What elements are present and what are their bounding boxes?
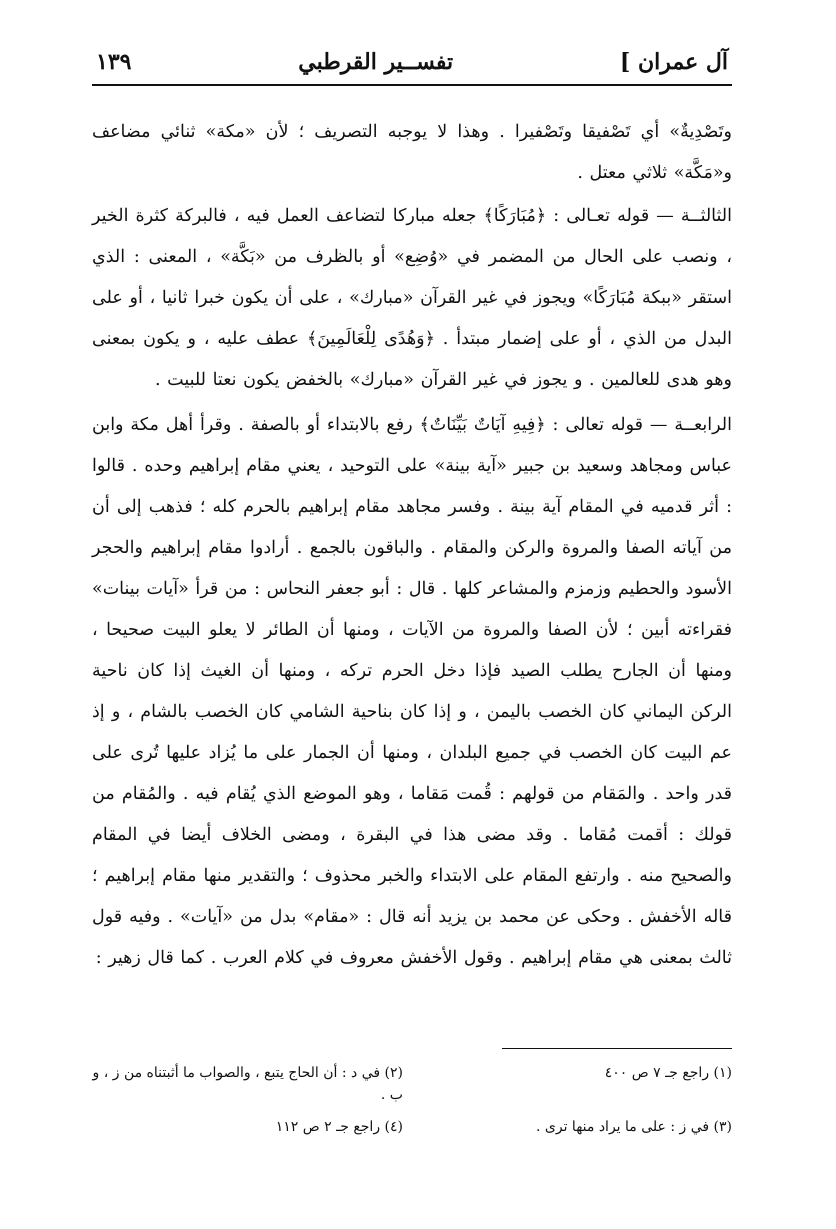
- main-text: [92, 112, 732, 979]
- footnote-1: (١) راجع جـ ٧ ص ٤٠٠: [604, 1065, 732, 1081]
- footnote-4: (٤) راجع جـ ٢ ص ١١٢: [275, 1119, 403, 1135]
- page-header: [92, 40, 732, 86]
- running-title-book: تفســير القرطبي: [298, 49, 454, 75]
- footnote-rule: [502, 1048, 732, 1049]
- paragraph-1: وتَصْدِيةٌ» أي تَصْفيقا وتَصْفيرا . وهذا لا يوجبه التصريف ؛ لأن «مكة» ثنائي مضاعف و«مَكَّة» ثلاثي معتل .: [92, 122, 732, 183]
- paragraph-2: الثالثــة — قوله تعـالى : ﴿مُبَارَكًا﴾ جعله مباركا لتضاعف العمل فيه ، فالبركة كثرة الخير ، ونصب على الحال من المضمر في «وُضِع» أو بالظرف من «بَكَّة» ، المعنى : الذي استقر «ببكة مُبَارَكًا» ويجوز في غير القرآن «مبارك» ، على أن يكون خبرا ثانيا ، أو على البدل من الذي ، أو على إضمار مبتدأ . ﴿وَهُدًى لِلْعَالَمِينَ﴾ عطف عليه ، و يكون بمعنى وهو هدى للعالمين . و يجوز في غير القرآن «مبارك» بالخفض يكون نعتا للبيت .: [92, 206, 732, 390]
- footnote-3: (٣) في ز : على ما يراد منها ترى .: [536, 1119, 732, 1135]
- running-title-surah: آل عمران ]: [619, 49, 728, 75]
- page-number: ١٣٩: [96, 49, 132, 75]
- paragraph-3: الرابعــة — قوله تعالى : ﴿فِيهِ آيَاتٌ بَيِّنَاتٌ﴾ رفع بالابتداء أو بالصفة . وقرأ أهل مكة وابن عباس ومجاهد وسعيد بن جبير «آية بينة» على التوحيد ، يعني مقام إبراهيم وحده . قالوا : أثر قدميه في المقام آية بينة . وفسر مجاهد مقام إبراهيم بالحرم كله ؛ فذهب إلى أن من آياته الصفا والمروة والركن والمقام . والباقون بالجمع . أرادوا مقام إبراهيم والحجر الأسود والحطيم وزمزم والمشاعر كلها . قال : أبو جعفر النحاس : من قرأ «آيات بينات» فقراءته أبين ؛ لأن الصفا والمروة من الآيات ، ومنها أن الطائر لا يعلو البيت صحيحا ، ومنها أن الجارح يطلب الصيد فإذا دخل الحرم تركه ، ومنها أن الغيث إذا كان ناحية الركن اليماني كان الخصب باليمن ، و إذا كان بناحية الشامي كان الخصب بالشام ، و إذ عم البيت كان الخصب في جميع البلدان ، ومنها أن الجمار على ما يُزاد عليها تُرى على قدر واحد . والمَقام من قولهم : قُمت مَقاما ، وهو الموضع الذي يُقام فيه . والمُقام من قولك : أقمت مُقاما . وقد مضى هذا في البقرة ، ومضى الخلاف أيضا في المقام والصحيح منه . وارتفع المقام على الابتداء والخبر محذوف ؛ والتقدير منها مقام إبراهيم ؛ قاله الأخفش . وحكى عن محمد بن يزيد أنه قال : «مقام» بدل من «آيات» . وفيه قول ثالث بمعنى هي مقام إبراهيم . وقول الأخفش معروف في كلام العرب . كما قال زهير :: [92, 415, 732, 968]
- page: [92, 40, 732, 1135]
- footnote-2: (٢) في د : أن الحاج يتبع ، والصواب ما أثبتناه من ز ، و ب .: [92, 1065, 403, 1103]
- footnotes: [92, 1048, 732, 1138]
